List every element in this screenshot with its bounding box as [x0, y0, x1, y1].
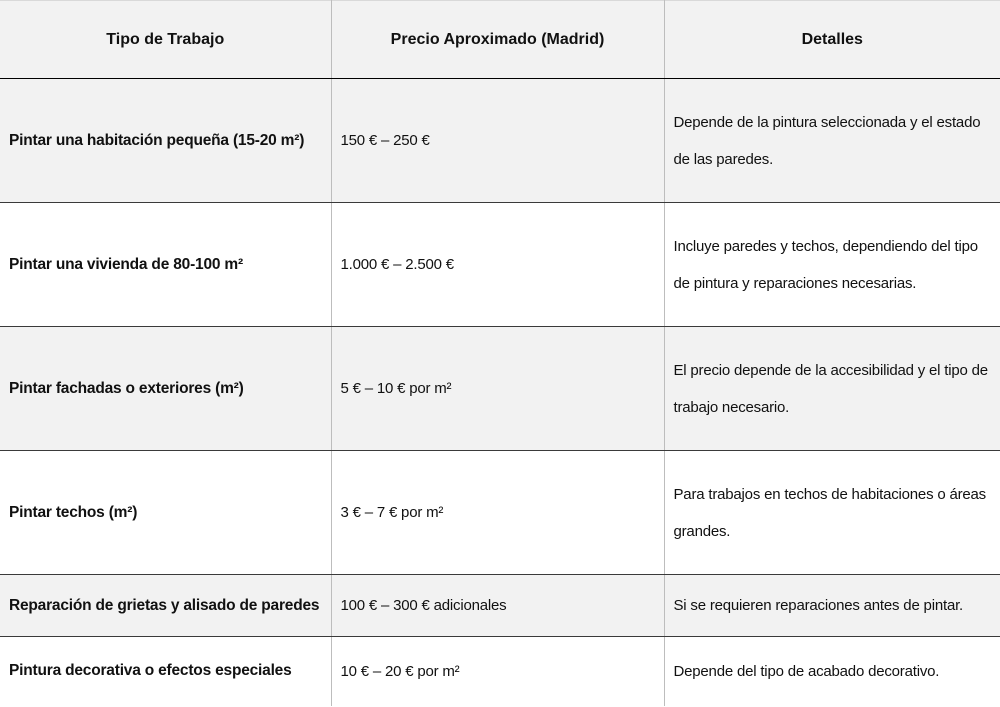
table-row	[0, 327, 1000, 451]
table-row	[0, 637, 1000, 706]
cell-job: Pintar una habitación pequeña (15-20 m²)	[0, 79, 331, 203]
cell-details: Depende de la pintura seleccionada y el estado de las paredes.	[664, 79, 1000, 203]
table-row	[0, 451, 1000, 575]
table-row	[0, 203, 1000, 327]
cell-details: El precio depende de la accesibilidad y el tipo de trabajo necesario.	[664, 327, 1000, 451]
cell-price: 150 € – 250 €	[331, 79, 664, 203]
cell-details: Depende del tipo de acabado decorativo.	[664, 637, 1000, 706]
table-row	[0, 79, 1000, 203]
cell-details: Incluye paredes y techos, dependiendo del tipo de pintura y reparaciones necesarias.	[664, 203, 1000, 327]
cell-job: Reparación de grietas y alisado de paredes	[0, 575, 331, 637]
cell-job: Pintar fachadas o exteriores (m²)	[0, 327, 331, 451]
header-price: Precio Aproximado (Madrid)	[331, 1, 664, 79]
cell-job: Pintar una vivienda de 80-100 m²	[0, 203, 331, 327]
table-header	[0, 1, 1000, 79]
cell-price: 5 € – 10 € por m²	[331, 327, 664, 451]
cell-details: Para trabajos en techos de habitaciones o áreas grandes.	[664, 451, 1000, 575]
header-row	[0, 1, 1000, 79]
cell-price: 1.000 € – 2.500 €	[331, 203, 664, 327]
header-job-type: Tipo de Trabajo	[0, 1, 331, 79]
table-body	[0, 79, 1000, 706]
cell-job: Pintura decorativa o efectos especiales	[0, 637, 331, 706]
cell-details: Si se requieren reparaciones antes de pintar.	[664, 575, 1000, 637]
cell-price: 3 € – 7 € por m²	[331, 451, 664, 575]
cell-price: 100 € – 300 € adicionales	[331, 575, 664, 637]
table-row	[0, 575, 1000, 637]
cell-price: 10 € – 20 € por m²	[331, 637, 664, 706]
header-details: Detalles	[664, 1, 1000, 79]
cell-job: Pintar techos (m²)	[0, 451, 331, 575]
